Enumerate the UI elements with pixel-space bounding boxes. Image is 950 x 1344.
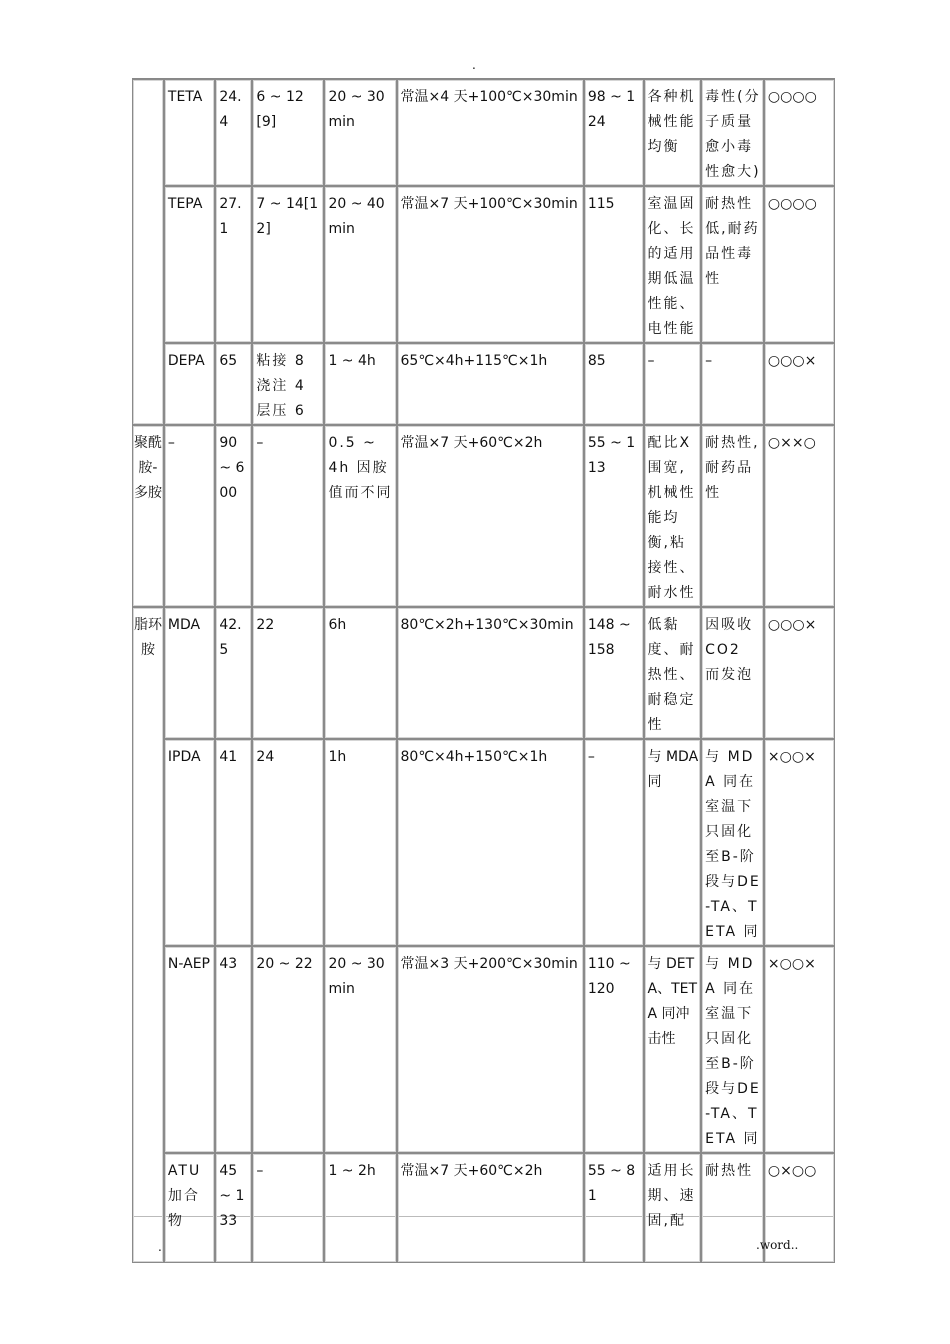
value-cell: 粘接 8 浇注 4 层压 6	[252, 343, 324, 425]
cure-condition-cell: 65℃×4h+115℃×1h	[397, 343, 584, 425]
drawback-cell: 与 MDA 同在室温下只固化至B-阶段与DE-TA、TETA 同	[701, 739, 764, 946]
value-cell: 6 ~ 12[9]	[252, 79, 324, 186]
drawback-cell: 因吸收CO2 而发泡	[701, 607, 764, 739]
rating-cell: ○○○○	[764, 79, 835, 186]
table-row	[132, 186, 835, 343]
table-row	[132, 739, 835, 946]
advantage-cell: 适用长期、速固,配	[644, 1153, 702, 1263]
value-cell: 42.5	[215, 607, 252, 739]
value-cell: 0.5 ~ 4h 因胺值而不同	[324, 425, 396, 607]
name-cell: –	[164, 425, 215, 607]
advantage-cell: 与 DETA、TETA 同冲击性	[644, 946, 702, 1153]
value-cell: 24.4	[215, 79, 252, 186]
category-cell: 脂环胺	[132, 607, 164, 1263]
value-cell: 22	[252, 607, 324, 739]
table-row	[132, 607, 835, 739]
value-cell: 65	[215, 343, 252, 425]
name-cell: TEPA	[164, 186, 215, 343]
advantage-cell: 与 MDA 同	[644, 739, 702, 946]
cure-condition-cell: 常温×3 天+200℃×30min	[397, 946, 584, 1153]
value-cell: 20 ~ 40min	[324, 186, 396, 343]
rating-cell: ×○○×	[764, 946, 835, 1153]
name-cell: DEPA	[164, 343, 215, 425]
cure-condition-cell: 常温×7 天+60℃×2h	[397, 1153, 584, 1263]
value-cell: 24	[252, 739, 324, 946]
value-cell: 45 ~ 133	[215, 1153, 252, 1263]
cure-condition-cell: 80℃×4h+150℃×1h	[397, 739, 584, 946]
value-cell: 43	[215, 946, 252, 1153]
rating-cell: ○○○×	[764, 607, 835, 739]
value-cell: 1 ~ 2h	[324, 1153, 396, 1263]
name-cell: TETA	[164, 79, 215, 186]
name-cell: N-AEP	[164, 946, 215, 1153]
value-cell: –	[252, 425, 324, 607]
cure-condition-cell: 常温×7 天+100℃×30min	[397, 186, 584, 343]
advantage-cell: 低黏度、耐热性、耐稳定性	[644, 607, 702, 739]
drawback-cell: 毒性(分子质量愈小毒性愈大)	[701, 79, 764, 186]
footer-word-mark: .word..	[756, 1238, 799, 1252]
rating-cell: ○××○	[764, 425, 835, 607]
drawback-cell: 耐热性,耐药品性	[701, 425, 764, 607]
value-cell: 55 ~ 113	[584, 425, 644, 607]
drawback-cell: 与 MDA 同在室温下只固化至B-阶段与DE-TA、TETA 同	[701, 946, 764, 1153]
rating-cell: ○×○○	[764, 1153, 835, 1263]
drawback-cell: 耐热性低,耐药品性毒性	[701, 186, 764, 343]
advantage-cell: –	[644, 343, 702, 425]
value-cell: 98 ~ 124	[584, 79, 644, 186]
name-cell: IPDA	[164, 739, 215, 946]
table-row	[132, 946, 835, 1153]
footer-dot: .	[158, 1240, 162, 1254]
rating-cell: ×○○×	[764, 739, 835, 946]
data-table-container	[132, 78, 835, 1229]
value-cell: –	[252, 1153, 324, 1263]
value-cell: 1h	[324, 739, 396, 946]
value-cell: 55 ~ 81	[584, 1153, 644, 1263]
advantage-cell: 配比X围宽,机械性能均衡,粘接性、耐水性	[644, 425, 702, 607]
table-row	[132, 425, 835, 607]
curing-agent-table	[132, 79, 835, 1263]
cure-condition-cell: 常温×7 天+60℃×2h	[397, 425, 584, 607]
drawback-cell: 耐热性	[701, 1153, 764, 1263]
table-row	[132, 1153, 835, 1263]
advantage-cell: 各种机械性能均衡	[644, 79, 702, 186]
value-cell: 90 ~ 600	[215, 425, 252, 607]
value-cell: 41	[215, 739, 252, 946]
category-cell: 聚酰胺-多胺	[132, 425, 164, 607]
advantage-cell: 室温固化、长的适用期低温性能、电性能	[644, 186, 702, 343]
rating-cell: ○○○○	[764, 186, 835, 343]
value-cell: 1 ~ 4h	[324, 343, 396, 425]
drawback-cell: –	[701, 343, 764, 425]
value-cell: 27.1	[215, 186, 252, 343]
value-cell: 110 ~ 120	[584, 946, 644, 1153]
category-cell	[132, 79, 164, 425]
name-cell: MDA	[164, 607, 215, 739]
value-cell: 148 ~ 158	[584, 607, 644, 739]
value-cell: 20 ~ 30min	[324, 79, 396, 186]
cure-condition-cell: 常温×4 天+100℃×30min	[397, 79, 584, 186]
value-cell: 20 ~ 30min	[324, 946, 396, 1153]
header-dot: .	[472, 58, 476, 72]
table-row	[132, 343, 835, 425]
name-cell: ATU 加合物	[164, 1153, 215, 1263]
value-cell: 85	[584, 343, 644, 425]
value-cell: –	[584, 739, 644, 946]
value-cell: 7 ~ 14[12]	[252, 186, 324, 343]
rating-cell: ○○○×	[764, 343, 835, 425]
cure-condition-cell: 80℃×2h+130℃×30min	[397, 607, 584, 739]
value-cell: 115	[584, 186, 644, 343]
table-row	[132, 79, 835, 186]
value-cell: 20 ~ 22	[252, 946, 324, 1153]
value-cell: 6h	[324, 607, 396, 739]
